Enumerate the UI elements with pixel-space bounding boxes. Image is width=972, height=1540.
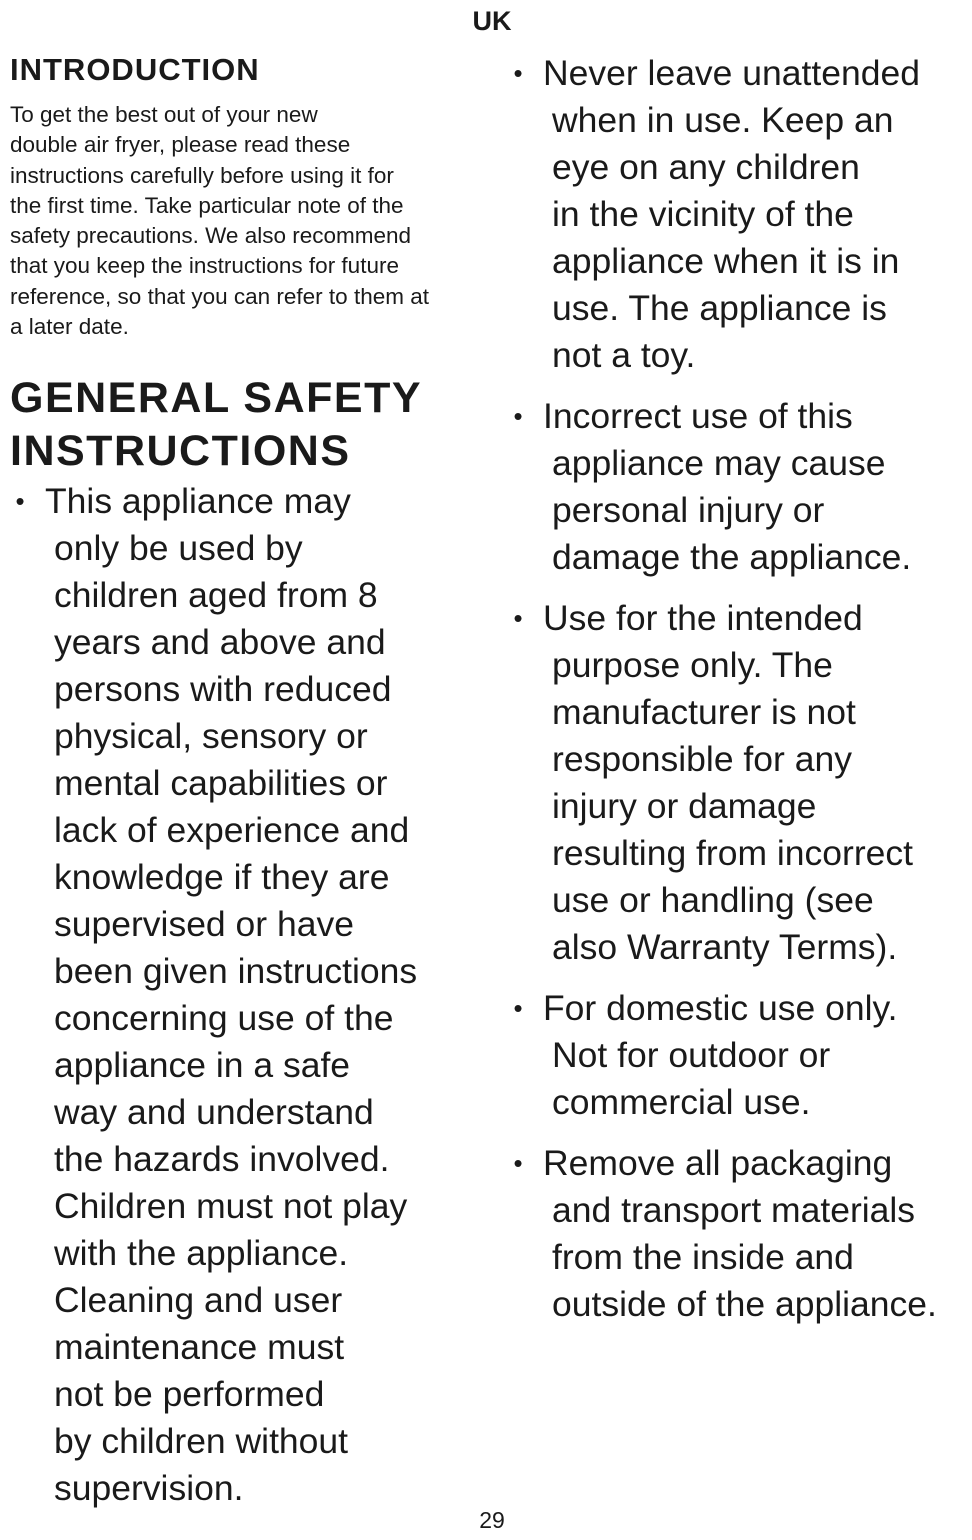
instruction-line: Cleaning and user — [54, 1280, 343, 1321]
introduction-line: a later date. — [10, 314, 129, 340]
instruction-line: appliance when it is in — [552, 241, 900, 281]
instruction-line: years and above and — [54, 622, 386, 663]
instruction-line: eye on any children — [552, 147, 860, 187]
instruction-line: manufacturer is not — [552, 692, 856, 732]
instruction-line: damage the appliance. — [552, 537, 912, 577]
safety-list-left — [10, 478, 478, 1512]
instruction-line: lack of experience and — [54, 810, 410, 851]
introduction-line: To get the best out of your new — [10, 102, 318, 127]
instruction-line: and transport materials — [552, 1190, 916, 1230]
instruction-line: resulting from incorrect — [552, 833, 914, 873]
instruction-line: only be used by — [54, 528, 303, 569]
introduction-line: reference, so that you can refer to them at — [10, 283, 429, 309]
instruction-line: from the inside and — [552, 1237, 854, 1277]
page-number: 29 — [479, 1507, 505, 1533]
instruction-line: not be performed — [54, 1374, 325, 1415]
instruction-line: appliance in a safe — [54, 1045, 351, 1086]
instruction-line: Remove all packaging — [543, 1143, 893, 1183]
instruction-line: concerning use of the — [54, 998, 394, 1039]
instruction-line: commercial use. — [552, 1082, 811, 1122]
bullet-icon: • — [513, 993, 523, 1023]
safety-instruction-item — [508, 985, 970, 1126]
safety-list-right — [508, 50, 970, 1328]
instruction-line: been given instructions — [54, 951, 418, 992]
safety-heading — [10, 372, 478, 478]
safety-instruction-item — [508, 595, 970, 971]
bullet-icon: • — [513, 58, 523, 88]
instruction-line: Never leave unattended — [543, 53, 920, 93]
introduction-line: instructions carefully before using it for — [10, 162, 394, 188]
introduction-heading: INTRODUCTION — [10, 52, 260, 87]
safety-instruction-item — [10, 478, 478, 1512]
instruction-line: persons with reduced — [54, 669, 392, 710]
instruction-line: mental capabilities or — [54, 763, 388, 804]
introduction-line: that you keep the instructions for future — [10, 253, 399, 279]
introduction-paragraph — [10, 100, 482, 342]
instruction-line: Incorrect use of this — [543, 396, 853, 436]
instruction-line: Children must not play — [54, 1186, 408, 1227]
instruction-line: knowledge if they are — [54, 857, 390, 898]
instruction-line: This appliance may — [45, 481, 351, 522]
safety-heading-line: INSTRUCTIONS — [10, 427, 351, 476]
instruction-line: use or handling (see — [552, 880, 874, 920]
introduction-line: safety precautions. We also recommend — [10, 223, 412, 249]
instruction-line: For domestic use only. — [543, 988, 898, 1028]
instruction-line: in the vicinity of the — [552, 194, 854, 234]
safety-instruction-item — [508, 50, 970, 379]
introduction-line: double air fryer, please read these — [10, 132, 351, 158]
bullet-icon: • — [513, 603, 523, 633]
instruction-line: supervision. — [54, 1468, 244, 1509]
instruction-line: when in use. Keep an — [552, 100, 894, 140]
instruction-line: the hazards involved. — [54, 1139, 390, 1180]
safety-instruction-item — [508, 1140, 970, 1328]
instruction-line: outside of the appliance. — [552, 1284, 937, 1324]
instruction-line: responsible for any — [552, 739, 852, 779]
instruction-line: way and understand — [54, 1092, 374, 1133]
instruction-line: purpose only. The — [552, 645, 833, 685]
instruction-line: Use for the intended — [543, 598, 863, 638]
instruction-line: maintenance must — [54, 1327, 345, 1368]
instruction-line: children aged from 8 — [54, 575, 378, 616]
bullet-icon: • — [513, 1148, 523, 1178]
instruction-line: Not for outdoor or — [552, 1035, 831, 1075]
safety-heading-line: GENERAL SAFETY — [10, 374, 423, 423]
instruction-line: not a toy. — [552, 335, 696, 375]
instruction-line: use. The appliance is — [552, 288, 887, 328]
instruction-line: also Warranty Terms). — [552, 927, 898, 967]
instruction-line: with the appliance. — [54, 1233, 349, 1274]
left-column — [10, 50, 478, 1512]
instruction-line: physical, sensory or — [54, 716, 368, 757]
instruction-line: appliance may cause — [552, 443, 886, 483]
bullet-icon: • — [513, 401, 523, 431]
introduction-line: the first time. Take particular note of the — [10, 192, 404, 218]
instruction-line: injury or damage — [552, 786, 817, 826]
instruction-line: personal injury or — [552, 490, 825, 530]
instruction-line: supervised or have — [54, 904, 354, 945]
instruction-line: by children without — [54, 1421, 349, 1462]
region-label: UK — [472, 6, 512, 36]
right-column — [508, 50, 970, 1328]
bullet-icon: • — [15, 486, 25, 517]
safety-instruction-item — [508, 393, 970, 581]
